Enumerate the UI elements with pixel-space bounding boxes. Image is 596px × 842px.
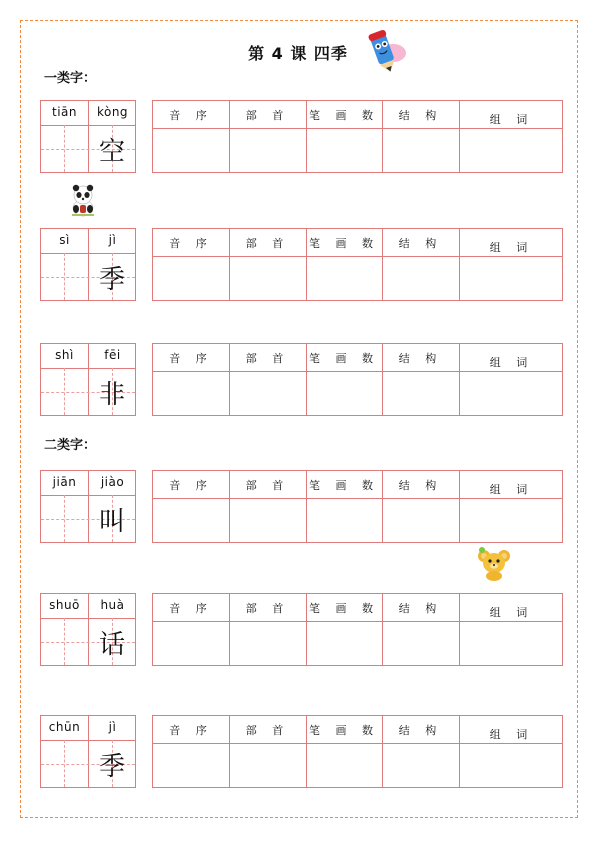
table-header-cell: 结 构 xyxy=(398,724,443,737)
answer-cell[interactable] xyxy=(153,372,229,415)
target-character: 非 xyxy=(98,379,125,410)
answer-cell[interactable] xyxy=(229,257,306,300)
answer-cell[interactable] xyxy=(382,622,459,665)
pinyin-syllable: shì xyxy=(55,348,74,362)
answer-cell[interactable] xyxy=(153,129,229,172)
table-header-cell: 部 首 xyxy=(245,724,290,737)
table-header-cell: 部 首 xyxy=(245,479,290,492)
section-label-class-one: 一类字： xyxy=(44,71,97,86)
answer-cell[interactable] xyxy=(229,372,306,415)
pinyin-syllable: chūn xyxy=(48,720,81,734)
character-info-table xyxy=(152,470,563,543)
table-header-cell: 音 序 xyxy=(169,109,213,122)
writing-grid-box xyxy=(40,228,136,301)
table-header-cell: 结 构 xyxy=(398,237,443,250)
table-header-cell: 结 构 xyxy=(398,352,443,365)
answer-cell[interactable] xyxy=(306,499,382,542)
writing-grid-box xyxy=(40,343,136,416)
target-character: 季 xyxy=(98,264,125,295)
pinyin-syllable: shuō xyxy=(49,598,80,612)
table-header-cell: 音 序 xyxy=(169,479,213,492)
answer-cell[interactable] xyxy=(459,257,564,300)
answer-cell[interactable] xyxy=(382,129,459,172)
target-character: 空 xyxy=(98,136,125,167)
panda-icon xyxy=(68,183,98,217)
answer-cell[interactable] xyxy=(306,257,382,300)
answer-cell[interactable] xyxy=(153,499,229,542)
answer-cell[interactable] xyxy=(229,499,306,542)
character-info-table xyxy=(152,593,563,666)
pinyin-syllable: jiān xyxy=(52,475,77,489)
character-info-table xyxy=(152,228,563,301)
answer-cell[interactable] xyxy=(382,257,459,300)
table-header-cell: 音 序 xyxy=(169,724,213,737)
answer-cell[interactable] xyxy=(306,372,382,415)
answer-cell[interactable] xyxy=(153,744,229,787)
answer-cell[interactable] xyxy=(229,622,306,665)
pinyin-syllable: jì xyxy=(108,720,117,734)
character-info-table xyxy=(152,715,563,788)
table-header-cell: 结 构 xyxy=(398,479,443,492)
answer-cell[interactable] xyxy=(382,744,459,787)
table-header-cell: 音 序 xyxy=(169,352,213,365)
table-header-cell: 组 词 xyxy=(489,113,534,126)
character-info-table xyxy=(152,343,563,416)
target-character: 叫 xyxy=(98,506,125,537)
table-header-cell: 笔 画 数 xyxy=(309,109,379,122)
answer-cell[interactable] xyxy=(153,622,229,665)
page-title: 第 4 课 四季 xyxy=(248,44,348,63)
target-character: 话 xyxy=(98,629,125,660)
table-header-cell: 组 词 xyxy=(489,241,534,254)
table-header-cell: 音 序 xyxy=(169,237,213,250)
table-header-cell: 组 词 xyxy=(489,606,534,619)
table-header-cell: 部 首 xyxy=(245,352,290,365)
table-header-cell: 组 词 xyxy=(489,356,534,369)
table-header-cell: 笔 画 数 xyxy=(309,479,379,492)
table-header-cell: 音 序 xyxy=(169,602,213,615)
writing-grid-box xyxy=(40,593,136,666)
table-header-cell: 笔 画 数 xyxy=(309,602,379,615)
answer-cell[interactable] xyxy=(382,499,459,542)
table-header-cell: 部 首 xyxy=(245,109,290,122)
answer-cell[interactable] xyxy=(306,622,382,665)
bear-icon xyxy=(476,547,512,581)
table-header-cell: 组 词 xyxy=(489,728,534,741)
target-character: 季 xyxy=(98,751,125,782)
answer-cell[interactable] xyxy=(459,372,564,415)
answer-cell[interactable] xyxy=(306,129,382,172)
pinyin-syllable: tiān xyxy=(52,105,77,119)
answer-cell[interactable] xyxy=(153,257,229,300)
character-info-table xyxy=(152,100,563,173)
writing-grid-box xyxy=(40,100,136,173)
pinyin-syllable: sì xyxy=(59,233,70,247)
table-header-cell: 组 词 xyxy=(489,483,534,496)
table-header-cell: 部 首 xyxy=(245,237,290,250)
answer-cell[interactable] xyxy=(382,372,459,415)
answer-cell[interactable] xyxy=(459,129,564,172)
writing-grid-box xyxy=(40,470,136,543)
pinyin-syllable: kòng xyxy=(96,105,129,119)
answer-cell[interactable] xyxy=(229,744,306,787)
pinyin-syllable: huà xyxy=(100,598,125,612)
table-header-cell: 结 构 xyxy=(398,602,443,615)
table-header-cell: 部 首 xyxy=(245,602,290,615)
pinyin-syllable: fēi xyxy=(104,348,121,362)
answer-cell[interactable] xyxy=(459,622,564,665)
writing-grid-box xyxy=(40,715,136,788)
section-label-class-two: 二类字： xyxy=(44,438,97,453)
answer-cell[interactable] xyxy=(459,499,564,542)
table-header-cell: 笔 画 数 xyxy=(309,237,379,250)
pencil-mascot-icon xyxy=(365,27,409,75)
pinyin-syllable: jì xyxy=(108,233,117,247)
table-header-cell: 笔 画 数 xyxy=(309,352,379,365)
answer-cell[interactable] xyxy=(306,744,382,787)
pinyin-syllable: jiào xyxy=(100,475,125,489)
table-header-cell: 笔 画 数 xyxy=(309,724,379,737)
answer-cell[interactable] xyxy=(459,744,564,787)
answer-cell[interactable] xyxy=(229,129,306,172)
table-header-cell: 结 构 xyxy=(398,109,443,122)
